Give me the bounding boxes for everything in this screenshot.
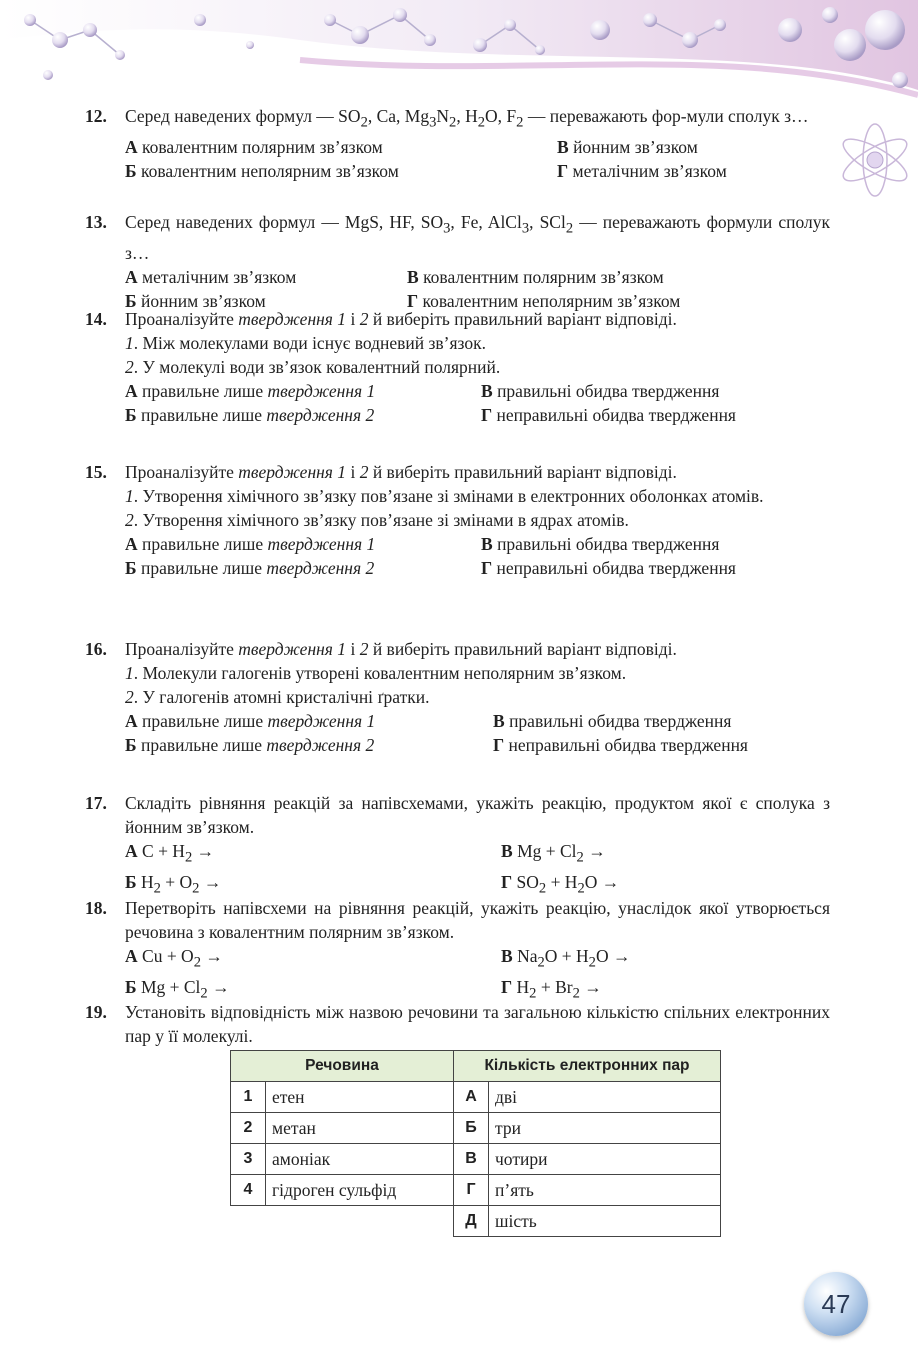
question-number: 12. [85, 106, 107, 126]
table-row: 4 гідроген сульфід Г п’ять [231, 1175, 721, 1206]
question-15 [85, 460, 830, 580]
option-a: А $C + H_2$ → [125, 841, 215, 866]
question-13 [85, 210, 830, 313]
column-header-substance: Речовина [231, 1051, 454, 1082]
statement-2: 2. У галогенів атомні кристалічні ґратки. [125, 687, 430, 707]
question-14 [85, 307, 830, 427]
option-g: Г металічним зв’язком [557, 160, 727, 181]
statement-2: 2. Утворення хімічного зв’язку пов’язане зі змінами в ядрах атомів. [125, 510, 629, 530]
table-row: 2 метан Б три [231, 1113, 721, 1144]
option-g: Г неправильні обидва твердження [493, 735, 748, 755]
option-v: В ковалентним полярним зв’язком [407, 266, 664, 287]
option-b: Б йонним зв’язком [125, 290, 266, 311]
option-b: Б правильне лише твердження 2 [125, 558, 375, 578]
table-row: Д шість [231, 1206, 721, 1237]
option-g: Г неправильні обидва твердження [481, 405, 736, 425]
atom-decoration [835, 120, 915, 200]
option-v: В $Mg + Cl_2$ → [501, 841, 606, 866]
question-stem: Установіть відповідність між назвою речовини та загальною кількістю спільних електронних пар у її молекулі. [125, 1002, 830, 1046]
question-stem: Складіть рівняння реакцій за напівсхемами, укажіть реакцію, продуктом якої є сполука з йонним зв’язком. [125, 793, 830, 837]
option-a: А $Cu + O_2$ → [125, 946, 223, 971]
question-stem: Проаналізуйте твердження 1 і 2 й виберіть правильний варіант відповіді. [125, 462, 677, 482]
option-a: А ковалентним полярним зв’язком [125, 136, 383, 157]
option-a: А правильне лише твердження 1 [125, 534, 376, 554]
option-a: А правильне лише твердження 1 [125, 381, 376, 401]
option-b: Б правильне лише твердження 2 [125, 405, 375, 425]
question-number: 17. [85, 793, 107, 813]
question-stem: Перетворіть напівсхеми на рівняння реакцій, укажіть реакцію, унаслідок якої утворюється речовина з ковалентним полярним зв’язком. [125, 898, 830, 942]
question-stem: Проаналізуйте твердження 1 і 2 й виберіть правильний варіант відповіді. [125, 309, 677, 329]
option-g: Г неправильні обидва твердження [481, 558, 736, 578]
option-v: В правильні обидва твердження [481, 381, 720, 401]
option-b: Б $H_2 + O_2$ → [125, 871, 222, 896]
statement-2: 2. У молекулі води зв’язок ковалентний полярний. [125, 357, 501, 377]
question-number: 13. [85, 212, 107, 232]
page-number: 47 [804, 1272, 868, 1336]
option-g: Г $SO_2 + H_2O$ → [501, 871, 620, 896]
question-stem: Серед наведених формул — MgS, HF, $SO_3$, Fe, AlCl$_3$, SCl$_2$ — переважають формули сполук з… [125, 212, 830, 263]
statement-1: 1. Між молекулами води існує водневий зв’язок. [125, 333, 486, 353]
option-b: Б ковалентним неполярним зв’язком [125, 160, 399, 181]
question-stem: Проаналізуйте твердження 1 і 2 й виберіть правильний варіант відповіді. [125, 639, 677, 659]
question-number: 19. [85, 1002, 107, 1022]
question-19 [85, 1000, 830, 1048]
option-v: В правильні обидва твердження [493, 711, 732, 731]
option-v: В йонним зв’язком [557, 136, 698, 157]
question-17 [85, 791, 830, 900]
question-stem: Серед наведених формул — $SO_2$, Ca, $Mg_3N_2$, $H_2O$, $F_2$ — переважають фор-мули сполук з… [125, 106, 809, 131]
table-row: 1 етен А дві [231, 1082, 721, 1113]
statement-1: 1. Молекули галогенів утворені ковалентним неполярним зв’язком. [125, 663, 627, 683]
option-g: Г $H_2 + Br_2$ → [501, 976, 602, 1001]
matching-table [230, 1050, 721, 1237]
option-b: Б правильне лише твердження 2 [125, 735, 375, 755]
question-16 [85, 637, 830, 757]
option-a: А металічним зв’язком [125, 266, 297, 287]
question-number: 16. [85, 639, 107, 659]
option-a: А правильне лише твердження 1 [125, 711, 376, 731]
question-number: 18. [85, 898, 107, 918]
option-b: Б $Mg + Cl_2$ → [125, 976, 230, 1001]
question-number: 14. [85, 309, 107, 329]
question-18 [85, 896, 830, 1005]
option-v: В $Na_2O + H_2O$ → [501, 946, 631, 971]
statement-1: 1. Утворення хімічного зв’язку пов’язане зі змінами в електронних оболонках атомів. [125, 486, 764, 506]
table-row: 3 амоніак В чотири [231, 1144, 721, 1175]
question-number: 15. [85, 462, 107, 482]
column-header-pairs: Кількість електронних пар [454, 1051, 721, 1082]
option-g: Г ковалентним неполярним зв’язком [407, 290, 681, 311]
option-v: В правильні обидва твердження [481, 534, 720, 554]
question-12 [85, 104, 830, 183]
